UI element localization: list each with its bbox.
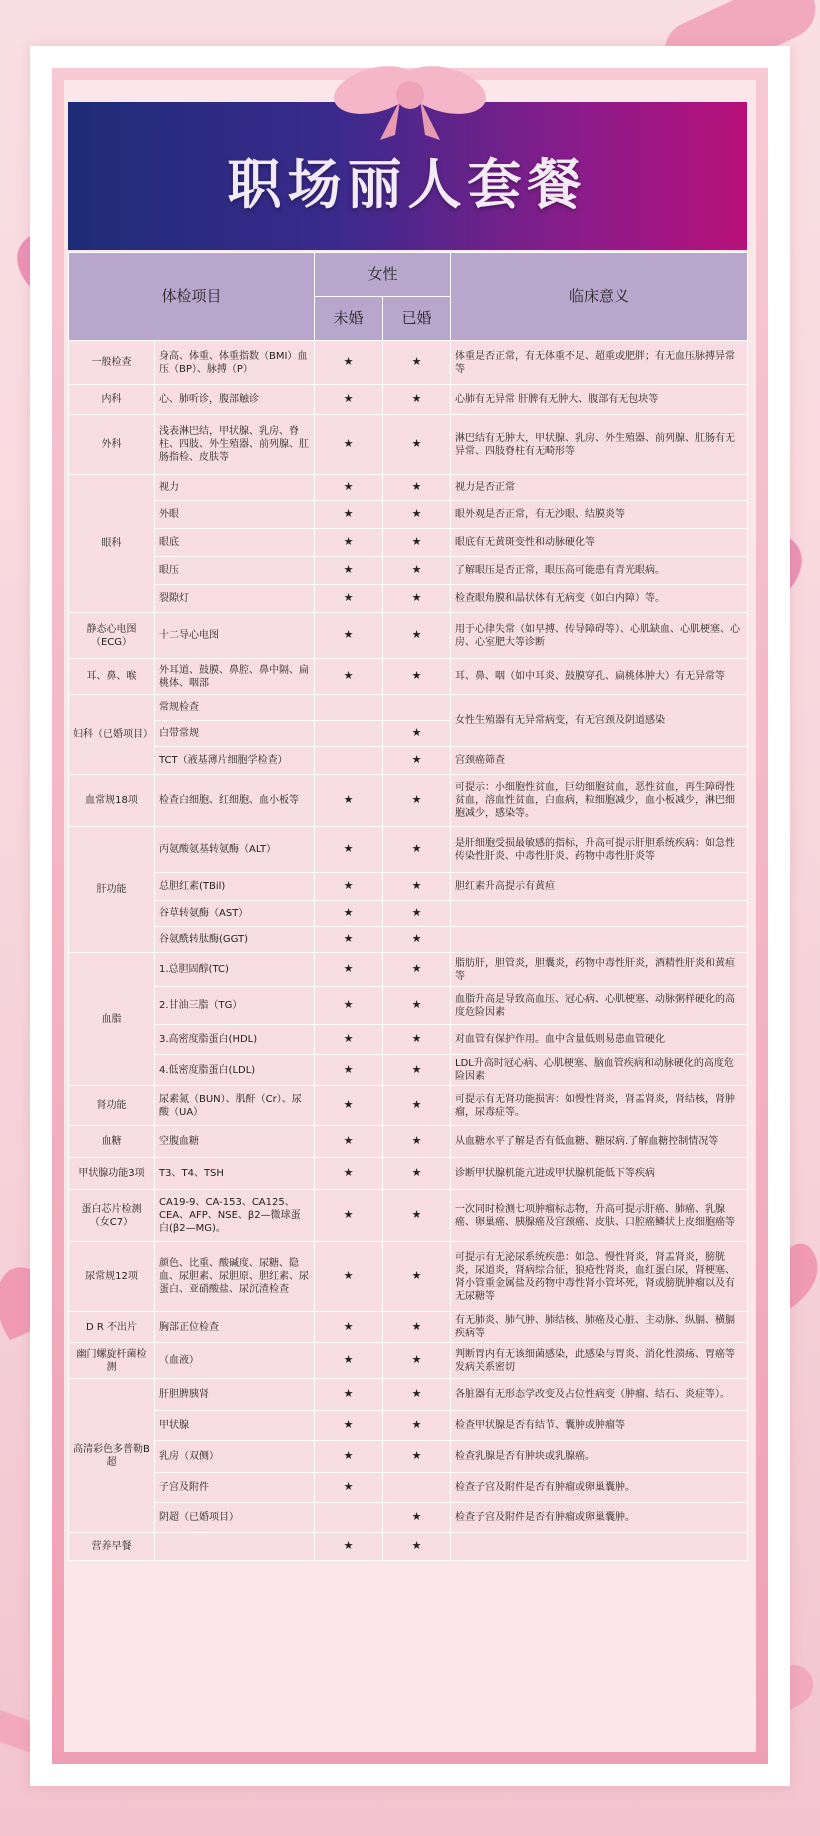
- meaning-cell: 淋巴结有无肿大，甲状腺、乳房、外生殖器、前列腺、肛肠有无异常、四肢脊柱有无畸形等: [451, 415, 748, 475]
- page-title: 职场丽人套餐: [227, 153, 588, 216]
- married-mark: ★: [383, 953, 451, 987]
- table-row: [69, 1503, 748, 1533]
- category-cell: 内科: [69, 385, 155, 415]
- item-cell: 肝胆脾胰肾: [155, 1379, 315, 1411]
- married-mark: ★: [383, 747, 451, 775]
- married-mark: ★: [383, 659, 451, 695]
- table-row: [69, 1126, 748, 1158]
- unmarried-mark: ★: [315, 1126, 383, 1158]
- meaning-cell: 血脂升高是导致高血压、冠心病、心肌梗塞、动脉粥样硬化的高度危险因素: [451, 987, 748, 1025]
- item-cell: 总胆红素(TBil): [155, 873, 315, 901]
- item-cell: T3、T4、TSH: [155, 1158, 315, 1190]
- married-mark: ★: [383, 1441, 451, 1473]
- meaning-cell: 检查子宫及附件是否有肿瘤或卵巢囊肿。: [451, 1503, 748, 1533]
- table-row: [69, 585, 748, 613]
- meaning-cell: 可提示有无肾功能损害：如慢性肾炎，肾盂肾炎，肾结核，肾肿瘤，尿毒症等。: [451, 1086, 748, 1126]
- meaning-cell: 检查眼角膜和晶状体有无病变（如白内障）等。: [451, 585, 748, 613]
- category-cell: 血脂: [69, 953, 155, 1086]
- category-cell: 幽门螺旋杆菌检测: [69, 1343, 155, 1379]
- category-cell: 蛋白芯片检测（女C7）: [69, 1190, 155, 1242]
- unmarried-mark: ★: [315, 1441, 383, 1473]
- table-row: [69, 695, 748, 721]
- unmarried-mark: ★: [315, 1158, 383, 1190]
- category-cell: 营养早餐: [69, 1533, 155, 1561]
- table-row: [69, 1158, 748, 1190]
- unmarried-mark: ★: [315, 1533, 383, 1561]
- meaning-cell: 各脏器有无形态学改变及占位性病变（肿瘤、结石、炎症等）。: [451, 1379, 748, 1411]
- meaning-cell: [451, 1533, 748, 1561]
- unmarried-mark: [315, 1503, 383, 1533]
- married-mark: ★: [383, 1242, 451, 1312]
- category-cell: 妇科（已婚项目）: [69, 695, 155, 775]
- married-mark: ★: [383, 1025, 451, 1055]
- meaning-cell: 从血糖水平了解是否有低血糖、糖尿病.了解血糖控制情况等: [451, 1126, 748, 1158]
- married-mark: ★: [383, 927, 451, 953]
- table-row: [69, 775, 748, 827]
- item-cell: 裂隙灯: [155, 585, 315, 613]
- meaning-cell: 对血管有保护作用。血中含量低则易患血管硬化: [451, 1025, 748, 1055]
- table-row: [69, 1343, 748, 1379]
- meaning-cell: [451, 901, 748, 927]
- item-cell: 视力: [155, 475, 315, 501]
- meaning-cell: 眼外观是否正常，有无沙眼、结膜炎等: [451, 501, 748, 529]
- married-mark: ★: [383, 1503, 451, 1533]
- meaning-cell: 有无肺炎、肺气肿、肺结核、肺癌及心脏、主动脉、纵膈、横膈疾病等: [451, 1312, 748, 1343]
- meaning-cell: 女性生殖器有无异常病变，有无宫颈及阴道感染: [451, 695, 748, 747]
- item-cell: 1.总胆固醇(TC): [155, 953, 315, 987]
- meaning-cell: 了解眼压是否正常，眼压高可能患有青光眼病。: [451, 557, 748, 585]
- unmarried-mark: ★: [315, 475, 383, 501]
- bow-icon: [330, 50, 490, 140]
- meaning-cell: 眼底有无黄斑变性和动脉硬化等: [451, 529, 748, 557]
- header-item: 体检项目: [69, 253, 315, 341]
- unmarried-mark: ★: [315, 873, 383, 901]
- table-row: [69, 927, 748, 953]
- table-row: [69, 1473, 748, 1503]
- meaning-cell: 胆红素升高提示有黄疸: [451, 873, 748, 901]
- meaning-cell: 脂肪肝，胆管炎，胆囊炎，药物中毒性肝炎，酒精性肝炎和黄疸等: [451, 953, 748, 987]
- meaning-cell: 检查甲状腺是否有结节、囊肿或肿瘤等: [451, 1411, 748, 1441]
- category-cell: 肝功能: [69, 827, 155, 953]
- unmarried-mark: ★: [315, 1025, 383, 1055]
- table-row: [69, 613, 748, 659]
- table-row: [69, 1441, 748, 1473]
- item-cell: 心、肺听诊，腹部触诊: [155, 385, 315, 415]
- table-row: [69, 1086, 748, 1126]
- category-cell: 血糖: [69, 1126, 155, 1158]
- unmarried-mark: ★: [315, 953, 383, 987]
- married-mark: [383, 1473, 451, 1503]
- married-mark: ★: [383, 1158, 451, 1190]
- unmarried-mark: ★: [315, 1086, 383, 1126]
- category-cell: 肾功能: [69, 1086, 155, 1126]
- married-mark: ★: [383, 385, 451, 415]
- meaning-cell: 是肝细胞受损最敏感的指标，升高可提示肝胆系统疾病：如急性传染性肝炎、中毒性肝炎、药物中毒性肝炎等: [451, 827, 748, 873]
- item-cell: 谷氨酰转肽酶(GGT): [155, 927, 315, 953]
- table-row: [69, 873, 748, 901]
- item-cell: 外眼: [155, 501, 315, 529]
- unmarried-mark: ★: [315, 927, 383, 953]
- item-cell: 丙氨酸氨基转氨酶（ALT）: [155, 827, 315, 873]
- married-mark: ★: [383, 613, 451, 659]
- category-cell: 耳、鼻、喉: [69, 659, 155, 695]
- unmarried-mark: ★: [315, 1190, 383, 1242]
- category-cell: 高清彩色多普勒B超: [69, 1379, 155, 1533]
- meaning-cell: 可提示有无泌尿系统疾患：如急、慢性肾炎，肾盂肾炎，膀胱炎，尿道炎，肾病综合征，狼疮性肾炎，血红蛋白尿，肾梗塞、肾小管重金属盐及药物中毒性肾小管坏死，肾或膀胱肿瘤以及有无尿糖等: [451, 1242, 748, 1312]
- table-row: [69, 659, 748, 695]
- item-cell: 十二导心电图: [155, 613, 315, 659]
- item-cell: 尿素氮（BUN）、肌酐（Cr）、尿酸（UA）: [155, 1086, 315, 1126]
- item-cell: 2.甘油三脂（TG）: [155, 987, 315, 1025]
- married-mark: ★: [383, 557, 451, 585]
- married-mark: ★: [383, 1411, 451, 1441]
- unmarried-mark: [315, 695, 383, 721]
- table-row: [69, 501, 748, 529]
- item-cell: 眼底: [155, 529, 315, 557]
- unmarried-mark: ★: [315, 415, 383, 475]
- category-cell: D R 不出片: [69, 1312, 155, 1343]
- unmarried-mark: ★: [315, 1242, 383, 1312]
- table-row: [69, 1190, 748, 1242]
- married-mark: ★: [383, 415, 451, 475]
- unmarried-mark: ★: [315, 901, 383, 927]
- meaning-cell: 一次同时检测七项肿瘤标志物，升高可提示肝癌、肺癌、乳腺癌、卵巢癌、胰腺癌及宫颈癌、皮肤、口腔癌鳞状上皮细胞癌等: [451, 1190, 748, 1242]
- category-cell: 尿常规12项: [69, 1242, 155, 1312]
- unmarried-mark: ★: [315, 529, 383, 557]
- married-mark: ★: [383, 873, 451, 901]
- category-cell: 静态心电图（ECG）: [69, 613, 155, 659]
- married-mark: ★: [383, 721, 451, 747]
- married-mark: ★: [383, 1343, 451, 1379]
- item-cell: 浅表淋巴结，甲状腺、乳房、脊柱、四肢、外生殖器、前列腺、肛肠指检、皮肤等: [155, 415, 315, 475]
- married-mark: ★: [383, 1533, 451, 1561]
- unmarried-mark: ★: [315, 1312, 383, 1343]
- header-meaning: 临床意义: [451, 253, 748, 341]
- unmarried-mark: [315, 747, 383, 775]
- unmarried-mark: ★: [315, 775, 383, 827]
- item-cell: 空腹血糖: [155, 1126, 315, 1158]
- unmarried-mark: ★: [315, 1473, 383, 1503]
- item-cell: 白带常规: [155, 721, 315, 747]
- item-cell: TCT（液基薄片细胞学检查）: [155, 747, 315, 775]
- married-mark: ★: [383, 1086, 451, 1126]
- item-cell: 乳房（双侧）: [155, 1441, 315, 1473]
- item-cell: 常规检查: [155, 695, 315, 721]
- married-mark: ★: [383, 529, 451, 557]
- table-row: [69, 987, 748, 1025]
- meaning-cell: 耳、鼻、咽（如中耳炎、鼓膜穿孔、扁桃体肿大）有无异常等: [451, 659, 748, 695]
- married-mark: ★: [383, 475, 451, 501]
- married-mark: ★: [383, 1190, 451, 1242]
- unmarried-mark: ★: [315, 1055, 383, 1086]
- table-row: [69, 827, 748, 873]
- category-cell: 外科: [69, 415, 155, 475]
- item-cell: 胸部正位检查: [155, 1312, 315, 1343]
- meaning-cell: 诊断甲状腺机能亢进或甲状腺机能低下等疾病: [451, 1158, 748, 1190]
- item-cell: 3.高密度脂蛋白(HDL): [155, 1025, 315, 1055]
- item-cell: [155, 1533, 315, 1561]
- married-mark: ★: [383, 987, 451, 1025]
- unmarried-mark: ★: [315, 613, 383, 659]
- table-row: [69, 557, 748, 585]
- married-mark: ★: [383, 901, 451, 927]
- married-mark: ★: [383, 1126, 451, 1158]
- table-row: [69, 1055, 748, 1086]
- item-cell: 颜色、比重、酸碱度、尿糖、隐血、尿胆素、尿胆原、胆红素、尿蛋白、亚硝酸盐、尿沉渣检查: [155, 1242, 315, 1312]
- table-row: [69, 953, 748, 987]
- married-mark: ★: [383, 341, 451, 385]
- meaning-cell: [451, 927, 748, 953]
- meaning-cell: 检查子宫及附件是否有肿瘤或卵巢囊肿。: [451, 1473, 748, 1503]
- item-cell: （血液）: [155, 1343, 315, 1379]
- table-row: [69, 747, 748, 775]
- checkup-table: [68, 252, 748, 1561]
- table-row: [69, 1379, 748, 1411]
- unmarried-mark: ★: [315, 341, 383, 385]
- unmarried-mark: ★: [315, 585, 383, 613]
- meaning-cell: 判断胃内有无该细菌感染，此感染与胃炎、消化性溃疡、胃癌等发病关系密切: [451, 1343, 748, 1379]
- item-cell: 阴超（已婚项目）: [155, 1503, 315, 1533]
- table-row: [69, 529, 748, 557]
- table-row: [69, 341, 748, 385]
- unmarried-mark: ★: [315, 659, 383, 695]
- married-mark: [383, 695, 451, 721]
- item-cell: 甲状腺: [155, 1411, 315, 1441]
- meaning-cell: 可提示：小细胞性贫血，巨幼细胞贫血，恶性贫血，再生障碍性贫血，溶血性贫血，白血病，粒细胞减少，血小板减少，淋巴细胞减少，感染等。: [451, 775, 748, 827]
- table-row: [69, 1312, 748, 1343]
- item-cell: CA19-9、CA-153、CA125、CEA、AFP、NSE、β2—微球蛋白(β2—MG)。: [155, 1190, 315, 1242]
- item-cell: 子宫及附件: [155, 1473, 315, 1503]
- married-mark: ★: [383, 1312, 451, 1343]
- meaning-cell: 视力是否正常: [451, 475, 748, 501]
- unmarried-mark: ★: [315, 557, 383, 585]
- table-row: [69, 385, 748, 415]
- table-body: [69, 341, 748, 1561]
- married-mark: ★: [383, 827, 451, 873]
- item-cell: 4.低密度脂蛋白(LDL): [155, 1055, 315, 1086]
- header-unmarried: 未婚: [315, 297, 383, 341]
- table-row: [69, 1533, 748, 1561]
- married-mark: ★: [383, 1055, 451, 1086]
- item-cell: 身高、体重、体重指数（BMI）血压（BP）、脉搏（P）: [155, 341, 315, 385]
- item-cell: 眼压: [155, 557, 315, 585]
- unmarried-mark: ★: [315, 385, 383, 415]
- table-row: [69, 1242, 748, 1312]
- category-cell: 甲状腺功能3项: [69, 1158, 155, 1190]
- table-row: [69, 1411, 748, 1441]
- unmarried-mark: ★: [315, 501, 383, 529]
- item-cell: 检查白细胞、红细胞、血小板等: [155, 775, 315, 827]
- table-row: [69, 475, 748, 501]
- table-row: [69, 901, 748, 927]
- header-female: 女性: [315, 253, 451, 297]
- married-mark: ★: [383, 1379, 451, 1411]
- item-cell: 谷草转氨酶（AST）: [155, 901, 315, 927]
- meaning-cell: 心肺有无异常 肝脾有无肿大、腹部有无包块等: [451, 385, 748, 415]
- header-married: 已婚: [383, 297, 451, 341]
- unmarried-mark: ★: [315, 1343, 383, 1379]
- married-mark: ★: [383, 501, 451, 529]
- unmarried-mark: ★: [315, 987, 383, 1025]
- meaning-cell: 用于心律失常（如早搏、传导障碍等）、心肌缺血、心肌梗塞、心房、心室肥大等诊断: [451, 613, 748, 659]
- meaning-cell: 检查乳腺是否有肿块或乳腺癌。: [451, 1441, 748, 1473]
- meaning-cell: LDL升高时冠心病、心肌梗塞、脑血管疾病和动脉硬化的高度危险因素: [451, 1055, 748, 1086]
- category-cell: 血常规18项: [69, 775, 155, 827]
- table-row: [69, 1025, 748, 1055]
- item-cell: 外耳道、鼓膜、鼻腔、鼻中隔、扁桃体、咽部: [155, 659, 315, 695]
- unmarried-mark: ★: [315, 1411, 383, 1441]
- married-mark: ★: [383, 775, 451, 827]
- table-row: [69, 415, 748, 475]
- category-cell: 一般检查: [69, 341, 155, 385]
- category-cell: 眼科: [69, 475, 155, 613]
- unmarried-mark: ★: [315, 1379, 383, 1411]
- unmarried-mark: [315, 721, 383, 747]
- meaning-cell: 宫颈癌筛查: [451, 747, 748, 775]
- married-mark: ★: [383, 585, 451, 613]
- meaning-cell: 体重是否正常，有无体重不足、超重或肥胖；有无血压脉搏异常等: [451, 341, 748, 385]
- unmarried-mark: ★: [315, 827, 383, 873]
